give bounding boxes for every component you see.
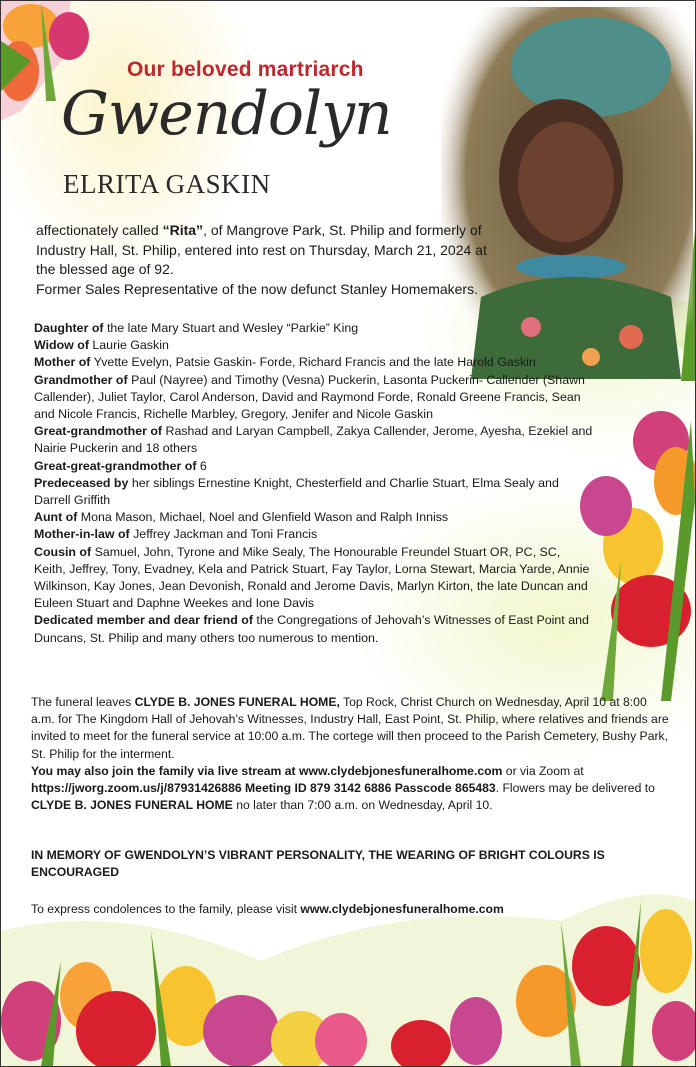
relative-entry xyxy=(34,354,594,371)
relative-entry xyxy=(34,458,594,475)
relative-text: Jeffrey Jackman and Toni Francis xyxy=(129,527,318,542)
condolence-text: To express condolences to the family, please visit xyxy=(31,902,301,916)
relative-label: Daughter of xyxy=(34,321,104,335)
relative-text: her siblings Ernestine Knight, Chesterfield and Charlie Stuart, Elma Sealy and Darrell Griffith xyxy=(34,475,559,508)
condolence-link[interactable]: www.clydebjonesfuneralhome.com xyxy=(300,902,504,916)
funeral-text: The funeral leaves xyxy=(31,695,135,709)
intro-paragraph xyxy=(36,221,496,299)
condolence-line xyxy=(31,901,671,918)
relative-label: Mother-in-law of xyxy=(34,527,130,542)
relative-text: Paul (Nayree) and Timothy (Vesna) Puckerin, Lasonta Puckerin- Callender (Shawn Callender), Juliet Taylor, Carol Anderson, David and Raymond Forde, Ronald Greene Francis, Sean and Nicole Francis, Richelle Marbley, Gregory, Jenifer and Nicole Gaskin xyxy=(34,372,585,422)
live-stream-link[interactable]: You may also join the family via live stream at www.clydebjonesfuneralhome.com xyxy=(31,763,503,778)
tulips-bottom xyxy=(1,894,695,1066)
heading-full-name: ELRITA GASKIN xyxy=(63,169,271,199)
relative-label: Widow of xyxy=(34,338,89,353)
relative-text: Yvette Evelyn, Patsie Gaskin- Forde, Richard Francis and the late Harold Gaskin xyxy=(90,355,536,370)
funeral-text: no later than 7:00 a.m. on Wednesday, April 10. xyxy=(232,798,493,813)
zoom-link[interactable]: https://jworg.zoom.us/j/87931426886 Meeting ID 879 3142 6886 Passcode 865483 xyxy=(31,781,496,796)
relative-entry xyxy=(34,320,594,337)
intro-text-2: , of Mangrove Park, St. Philip and formerly of Industry Hall, St. Philip, entered into rest on Thursday, March 21, 2024 at the blessed age of 92. xyxy=(36,222,487,277)
stream-paragraph xyxy=(31,763,671,815)
relative-entry xyxy=(34,423,594,457)
relative-entry xyxy=(34,372,594,424)
relatives-list xyxy=(34,320,594,647)
funeral-text: . Flowers may be delivered to xyxy=(495,781,655,796)
relative-label: Aunt of xyxy=(34,510,78,525)
funeral-details xyxy=(31,694,671,814)
relative-label: Great-great-grandmother of xyxy=(34,458,197,473)
relative-entry xyxy=(34,337,594,354)
relative-text: Samuel, John, Tyrone and Mike Sealy, The Honourable Freundel Stuart OR, PC, SC, Keith, Jeffrey, Tony, Evadney, Kela and Patrick Stuart, Fay Taylor, Lorna Stewart, Marcia Yarde, Annie Wilkinson, Kay Jones, Jean Devonish, Ronald and Jerome Davis, Marlyn Kirton, the late Duncan and Euleen Stuart and Daphne Weekes and Ione Davis xyxy=(34,544,590,611)
relative-text: Laurie Gaskin xyxy=(88,338,169,353)
funeral-home-name: CLYDE B. JONES FUNERAL HOME, xyxy=(134,695,340,709)
relative-entry xyxy=(34,612,594,646)
funeral-text: Top Rock, Christ Church on Wednesday, April 10 at 8:00 a.m. for The Kingdom Hall of Jehovah’s Witnesses, Industry Hall, East Point, St. Philip, where relatives and friends are invited to meet for the funeral service at 10:00 a.m. The cortege will then proceed to the Parish Cemetery, Bushy Park, St. Philip for the interment. xyxy=(31,695,669,761)
intro-occupation: Former Sales Representative of the now defunct Stanley Homemakers. xyxy=(36,280,478,297)
heading-tagline: Our beloved martriarch xyxy=(127,58,364,81)
relative-label: Grandmother of xyxy=(34,372,128,387)
heading-first-name: Gwendolyn xyxy=(61,79,392,149)
relative-text: 6 xyxy=(196,458,207,473)
relative-label: Great-grandmother of xyxy=(34,424,163,439)
relative-text: the Congregations of Jehovah’s Witnesses of East Point and Duncans, St. Philip and many others too numerous to mention. xyxy=(34,613,589,645)
funeral-home-name: CLYDE B. JONES FUNERAL HOME xyxy=(31,798,233,813)
memory-notice: IN MEMORY OF GWENDOLYN’S VIBRANT PERSONALITY, THE WEARING OF BRIGHT COLOURS IS ENCOURAGED xyxy=(31,848,605,880)
relative-label: Predeceased by xyxy=(34,475,129,490)
intro-nickname: “Rita” xyxy=(162,222,204,238)
relative-label: Mother of xyxy=(34,355,91,370)
relative-text: Rashad and Laryan Campbell, Zakya Callender, Jerome, Ayesha, Ezekiel and Nairie Puckerin and 18 others xyxy=(34,424,593,456)
relative-label: Dedicated member and dear friend of xyxy=(34,613,253,628)
relative-text: Mona Mason, Michael, Noel and Glenfield Wason and Ralph Inniss xyxy=(77,510,449,525)
relative-entry xyxy=(34,509,594,526)
relative-entry xyxy=(34,544,594,613)
relative-entry xyxy=(34,475,594,509)
relative-text: the late Mary Stuart and Wesley “Parkie” King xyxy=(103,321,359,335)
funeral-text: or via Zoom at xyxy=(502,763,584,778)
relative-entry xyxy=(34,526,594,543)
relative-label: Cousin of xyxy=(34,544,92,559)
funeral-paragraph xyxy=(31,694,671,763)
intro-text-1: affectionately called xyxy=(36,222,163,238)
